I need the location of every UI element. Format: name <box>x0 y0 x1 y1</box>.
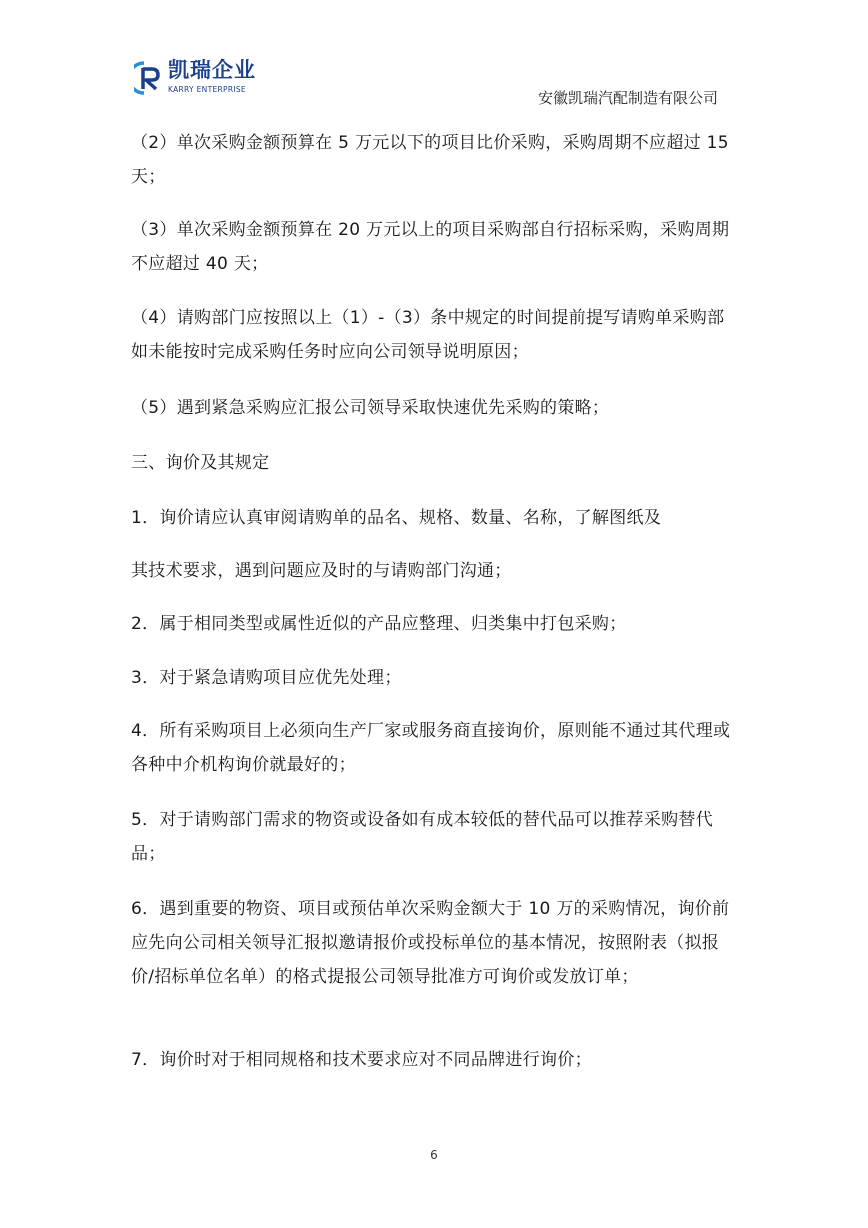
paragraph: （5）遇到紧急采购应汇报公司领导采取快速优先采购的策略； <box>131 398 610 418</box>
page-number: 6 <box>430 1148 438 1162</box>
paragraph: 4．所有采购项目上必须向生产厂家或服务商直接询价，原则能不通过其代理或各种中介机构询价就最好的； <box>131 721 731 775</box>
paragraph: （4）请购部门应按照以上（1）-（3）条中规定的时间提前提写请购单采购部如未能按时完成采购任务时应向公司领导说明原因； <box>131 308 725 362</box>
paragraph: 6．遇到重要的物资、项目或预估单次采购金额大于 10 万的采购情况，询价前应先向公司相关领导汇报拟邀请报价或投标单位的基本情况，按照附表（拟报价/招标单位名单）的格式提报公司领导批准方可询价或发放订单； <box>131 899 730 987</box>
paragraph: 其技术要求，遇到问题应及时的与请购部门沟通； <box>131 561 512 581</box>
logo-english-name: KARRY ENTERPRISE <box>168 85 246 94</box>
company-name: 安徽凯瑞汽配制造有限公司 <box>537 89 718 107</box>
paragraph: 3．对于紧急请购项目应优先处理； <box>131 668 402 688</box>
section-heading: 三、询价及其规定 <box>131 453 270 473</box>
paragraph: （3）单次采购金额预算在 20 万元以上的项目采购部自行招标采购，采购周期不应超过 40 天； <box>131 220 730 274</box>
paragraph: 2．属于相同类型或属性近似的产品应整理、归类集中打包采购； <box>131 614 627 634</box>
karry-logo-icon <box>134 60 164 96</box>
paragraph: （2）单次采购金额预算在 5 万元以下的项目比价采购，采购周期不应超过 15 天； <box>131 133 729 187</box>
paragraph: 5．对于请购部门需求的物资或设备如有成本较低的替代品可以推荐采购替代品； <box>131 810 714 864</box>
logo-chinese-name: 凯瑞企业 <box>168 58 256 82</box>
paragraph: 1．询价请应认真审阅请购单的品名、规格、数量、名称，了解图纸及 <box>131 508 662 528</box>
paragraph: 7．询价时对于相同规格和技术要求应对不同品牌进行询价； <box>131 1050 592 1070</box>
company-logo <box>134 58 274 100</box>
